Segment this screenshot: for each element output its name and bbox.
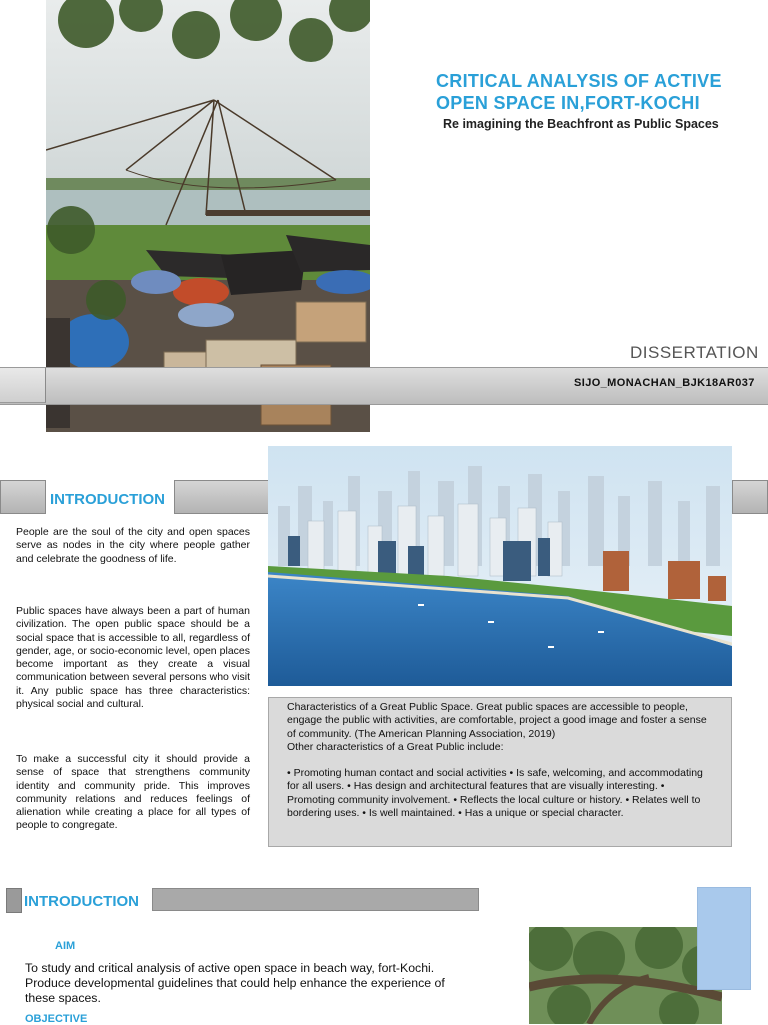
accent-blue-block — [697, 887, 751, 990]
introduction2-heading: INTRODUCTION — [24, 893, 139, 910]
characteristics-para-2: Other characteristics of a Great Public include: — [287, 740, 504, 753]
waterfront-city-render — [268, 446, 732, 686]
aim-text: To study and critical analysis of active open space in beach way, fort-Kochi. Produce developmental guidelines that could help enhance the experience of these spaces. — [25, 961, 445, 1005]
objective-heading: OBJECTIVE — [25, 1013, 88, 1025]
document-type-label: DISSERTATION — [630, 343, 759, 362]
tree-photo — [529, 927, 722, 1024]
characteristics-para-3: • Promoting human contact and social activities • Is safe, welcoming, and accommodating for all users. • Has design and architectural features that are visually interesting. • Promoting community involvement. • Reflects the local culture or history. • Relates well to bordering uses. • Is well maintained. • Has a unique or special character. — [287, 767, 703, 820]
intro-paragraph-3: To make a successful city it should provide a sense of space that strengthens community identity and community pride. This improves community relations and reduces feelings of alienation while creating a place for all types of people to congregate. — [16, 753, 250, 832]
intro-heading-right-block — [174, 480, 270, 514]
intro-heading-far-right-block — [732, 480, 768, 514]
intro-paragraph-2: Public spaces have always been a part of human civilization. The open public space should be a social space that is accessible to all, regardless of gender, age, or socio-economic level, open places become important as they create a visual communication between several persons who visit it. Any public space has three characteristics: physical social and cultural. — [16, 605, 250, 711]
intro-heading-left-block — [0, 480, 46, 514]
introduction-heading: INTRODUCTION — [50, 491, 165, 508]
title-line-1: CRITICAL ANALYSIS OF ACTIVE — [436, 71, 722, 91]
aim-heading: AIM — [55, 940, 76, 952]
characteristics-box — [268, 697, 732, 847]
document-subtitle: Re imagining the Beachfront as Public Spaces — [443, 117, 719, 131]
author-label: SIJO_MONACHAN_BJK18AR037 — [574, 377, 755, 389]
characteristics-para-1: Characteristics of a Great Public Space. Great public spaces are accessible to people, engage the public with activities, are comfortable, project a good image and foster a sense of community. (The American Planning Association, 2019) — [287, 701, 707, 740]
intro-paragraph-1: People are the soul of the city and open spaces serve as nodes in the city where people gather and celebrate the goodness of life. — [16, 526, 250, 565]
intro2-left-block — [6, 888, 22, 913]
header-band-left-block — [0, 367, 46, 403]
document-title — [436, 70, 756, 114]
intro2-heading-bar — [152, 888, 479, 911]
title-line-2: OPEN SPACE IN,FORT-KOCHI — [436, 93, 700, 113]
